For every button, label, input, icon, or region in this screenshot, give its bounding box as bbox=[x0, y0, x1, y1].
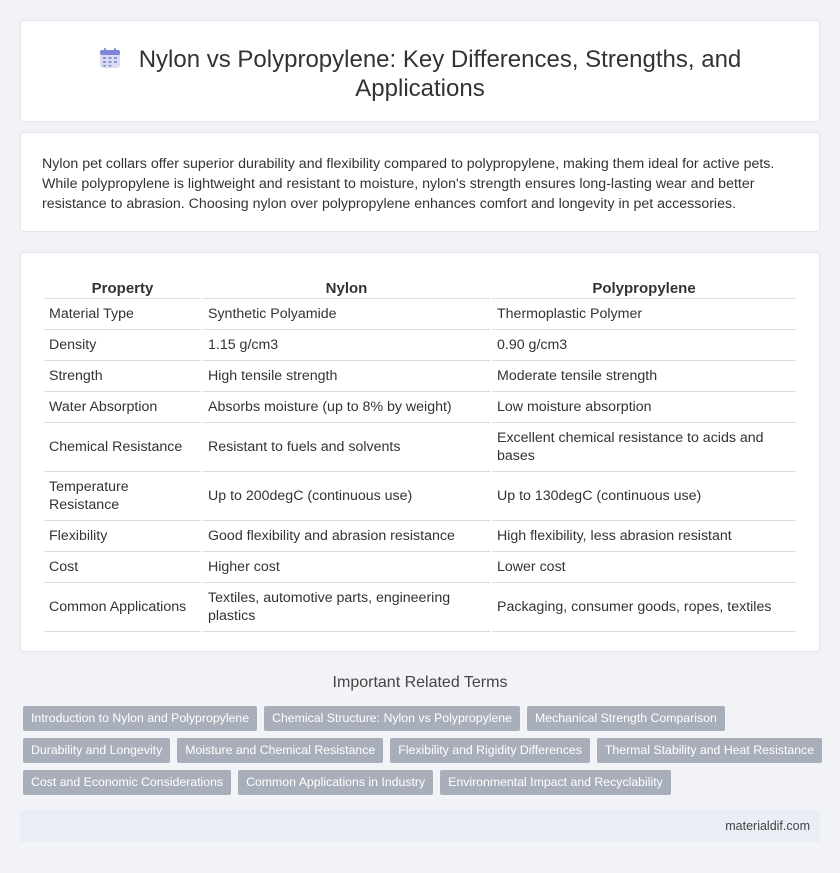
related-term-tag[interactable]: Durability and Longevity bbox=[23, 738, 170, 763]
table-cell: Thermoplastic Polymer bbox=[492, 299, 796, 330]
table-cell: Water Absorption bbox=[44, 392, 201, 423]
related-term-tag[interactable]: Environmental Impact and Recyclability bbox=[440, 770, 671, 795]
related-term-tag[interactable]: Mechanical Strength Comparison bbox=[527, 706, 725, 731]
column-header: Property bbox=[44, 275, 201, 299]
table-row bbox=[44, 521, 796, 552]
table-cell: Material Type bbox=[44, 299, 201, 330]
tag-row bbox=[23, 738, 813, 763]
column-header: Polypropylene bbox=[492, 275, 796, 299]
table-cell: Common Applications bbox=[44, 583, 201, 632]
column-header: Nylon bbox=[203, 275, 490, 299]
related-terms-list bbox=[23, 706, 813, 802]
page-title: Nylon vs Polypropylene: Key Differences, Strengths, and Applications bbox=[138, 46, 742, 102]
tag-row bbox=[23, 770, 813, 795]
table-cell: Packaging, consumer goods, ropes, textiles bbox=[492, 583, 796, 632]
calendar-icon bbox=[99, 47, 121, 69]
related-term-tag[interactable]: Cost and Economic Considerations bbox=[23, 770, 231, 795]
table-cell: Good flexibility and abrasion resistance bbox=[203, 521, 490, 552]
table-header-row bbox=[44, 275, 796, 299]
related-term-tag[interactable]: Common Applications in Industry bbox=[238, 770, 433, 795]
table-cell: Temperature Resistance bbox=[44, 472, 201, 521]
table-cell: High flexibility, less abrasion resistant bbox=[492, 521, 796, 552]
related-term-tag[interactable]: Introduction to Nylon and Polypropylene bbox=[23, 706, 257, 731]
related-term-tag[interactable]: Moisture and Chemical Resistance bbox=[177, 738, 383, 763]
intro-text: Nylon pet collars offer superior durability and flexibility compared to polypropylene, making them ideal for active pets. While polypropylene is lightweight and resistant to moisture, nylon's strength ensures long-lasting wear and better resistance to abrasion. Choosing nylon over polypropylene enhances comfort and longevity in pet accessories. bbox=[42, 156, 775, 212]
table-cell: Moderate tensile strength bbox=[492, 361, 796, 392]
related-terms-heading: Important Related Terms bbox=[332, 674, 508, 691]
related-term-tag[interactable]: Thermal Stability and Heat Resistance bbox=[597, 738, 822, 763]
table-cell: Textiles, automotive parts, engineering plastics bbox=[203, 583, 490, 632]
table-cell: Lower cost bbox=[492, 552, 796, 583]
footer bbox=[20, 810, 820, 842]
related-term-tag[interactable]: Chemical Structure: Nylon vs Polypropylene bbox=[264, 706, 520, 731]
table-cell: Up to 200degC (continuous use) bbox=[203, 472, 490, 521]
table-cell: Up to 130degC (continuous use) bbox=[492, 472, 796, 521]
table-cell: 0.90 g/cm3 bbox=[492, 330, 796, 361]
header-card bbox=[20, 20, 820, 122]
table-cell: Chemical Resistance bbox=[44, 423, 201, 472]
table-cell: Higher cost bbox=[203, 552, 490, 583]
table-cell: Resistant to fuels and solvents bbox=[203, 423, 490, 472]
table-cell: High tensile strength bbox=[203, 361, 490, 392]
table-cell: Synthetic Polyamide bbox=[203, 299, 490, 330]
related-term-tag[interactable]: Flexibility and Rigidity Differences bbox=[390, 738, 590, 763]
table-row bbox=[44, 299, 796, 330]
comparison-table bbox=[42, 275, 798, 632]
table-row bbox=[44, 423, 796, 472]
comparison-table-card bbox=[20, 252, 820, 652]
table-row bbox=[44, 472, 796, 521]
table-cell: Flexibility bbox=[44, 521, 201, 552]
footer-site-name: materialdif.com bbox=[725, 819, 810, 833]
intro-card bbox=[20, 132, 820, 232]
table-row bbox=[44, 361, 796, 392]
table-cell: Low moisture absorption bbox=[492, 392, 796, 423]
table-cell: Absorbs moisture (up to 8% by weight) bbox=[203, 392, 490, 423]
table-row bbox=[44, 552, 796, 583]
table-row bbox=[44, 583, 796, 632]
table-cell: Density bbox=[44, 330, 201, 361]
table-row bbox=[44, 330, 796, 361]
tag-row bbox=[23, 706, 813, 731]
table-cell: Strength bbox=[44, 361, 201, 392]
page-title-wrap bbox=[21, 45, 819, 103]
table-row bbox=[44, 392, 796, 423]
table-cell: Cost bbox=[44, 552, 201, 583]
table-cell: 1.15 g/cm3 bbox=[203, 330, 490, 361]
table-cell: Excellent chemical resistance to acids and bases bbox=[492, 423, 796, 472]
